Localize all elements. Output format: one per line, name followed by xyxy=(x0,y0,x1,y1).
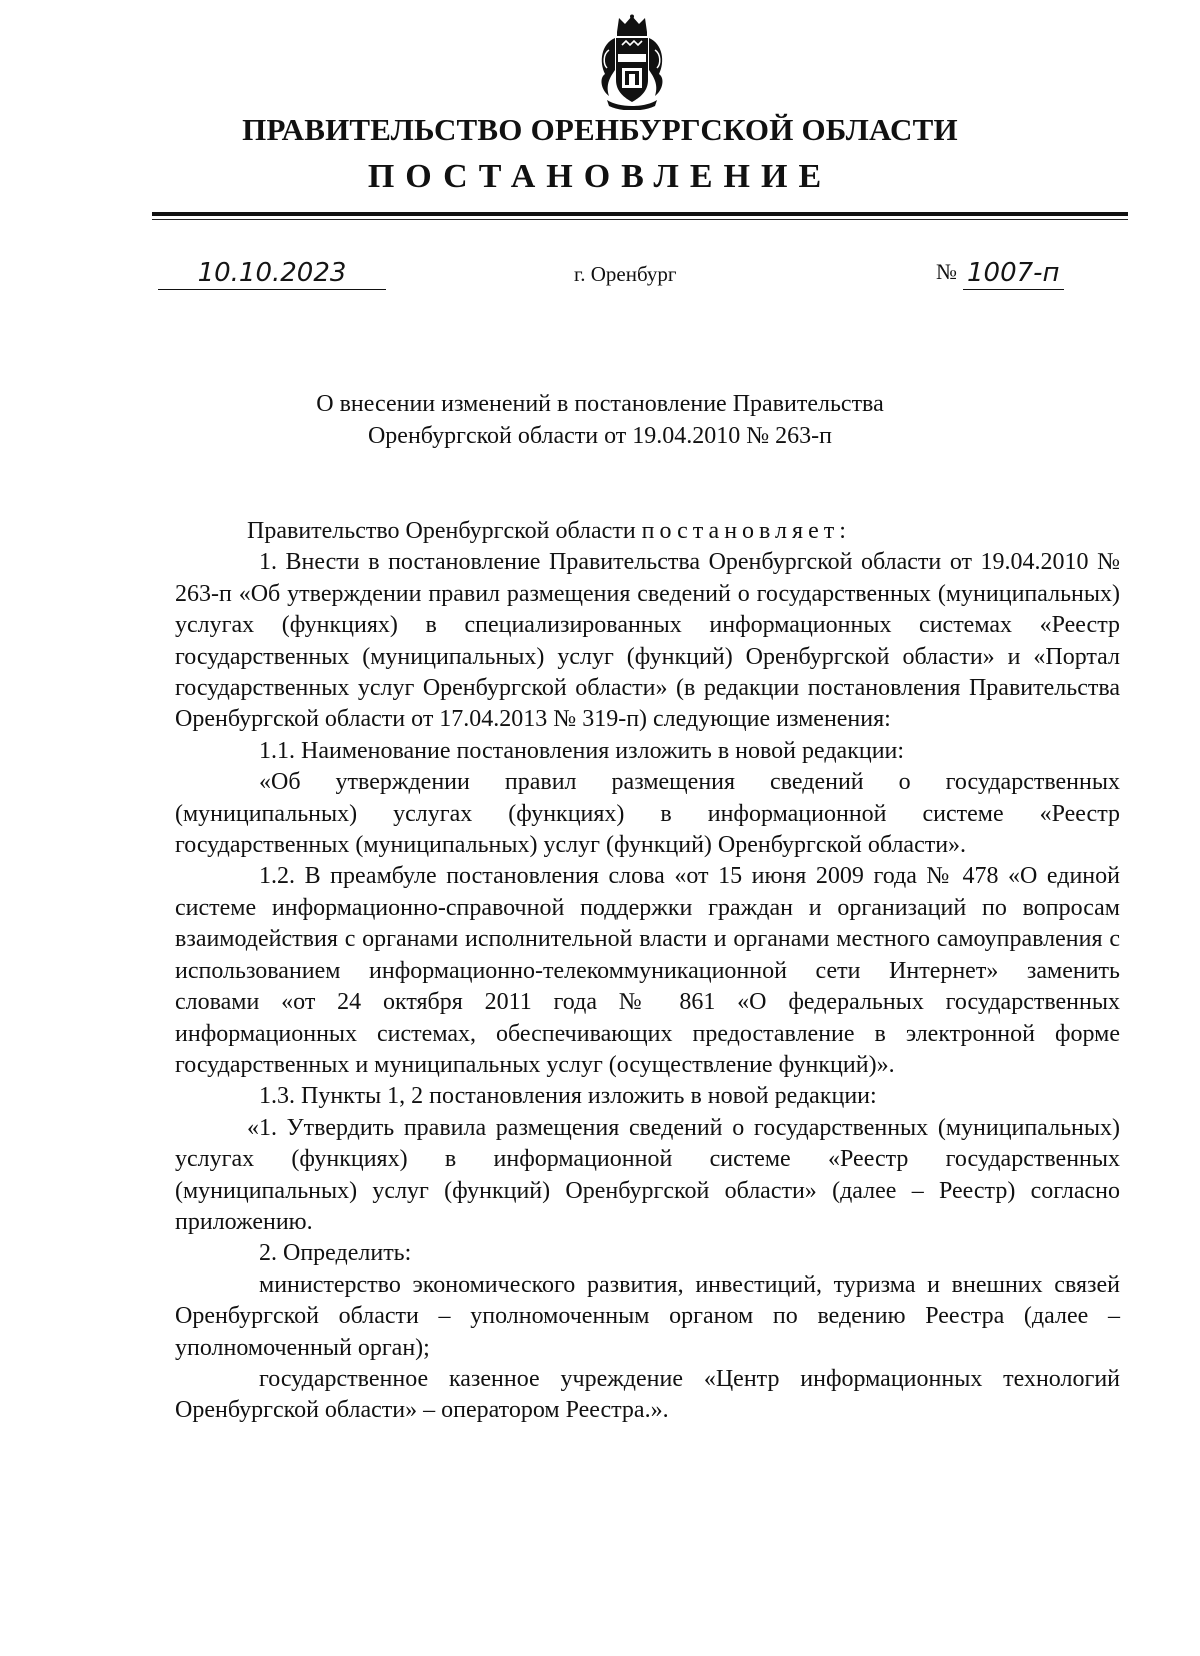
number-value: 1007-п xyxy=(963,258,1064,290)
paragraph-1-3-item-2-a: министерство экономического развития, инвестиций, туризма и внешних связей Оренбургской области – уполномоченным органом по ведению Реестра (далее – уполномоченный орган); xyxy=(175,1271,1120,1361)
paragraph-1-3-item-2-b: государственное казенное учреждение «Центр информационных технологий Оренбургской области» – оператором Реестра.». xyxy=(175,1365,1120,1424)
paragraph-1-3-item-1: «1. Утвердить правила размещения сведений о государственных (муниципальных) услугах (функциях) в информационной системе «Реестр государственных (муниципальных) услуг (функций) Оренбургской области» (далее – Реестр) согласно приложению. xyxy=(175,1114,1120,1235)
document-number xyxy=(936,258,1064,290)
subject-line-2: Оренбургской области от 19.04.2010 № 263-п xyxy=(367,423,833,449)
intro-decree-word: постановляет: xyxy=(641,518,851,544)
paragraph-1-2: 1.2. В преамбуле постановления слова «от 15 июня 2009 года № 478 «О единой системе информационно-справочной поддержки граждан и организаций по вопросам взаимодействия с органами исполнительной власти и органами местного самоуправления с использованием информационно-телекоммуникационной сети Интернет» заменить словами «от 24 октября 2011 года № 861 «О федеральных государственных информационных системах, обеспечивающих предоставление в электронной форме государственных и муниципальных услуг (осуществление функций)». xyxy=(175,863,1120,1078)
paragraph-1: 1. Внести в постановление Правительства Оренбургской области от 19.04.2010 № 263-п «Об утверждении правил размещения сведений о государственных (муниципальных) услугах (функциях) в специализированных информационных системах «Реестр государственных (муниципальных) услуг (функций) Оренбургской области» и «Портал государственных услуг Оренбургской области» (в редакции постановления Правительства Оренбургской области от 17.04.2013 № 319-п) следующие изменения: xyxy=(175,549,1120,733)
document-date: 10.10.2023 xyxy=(158,258,386,290)
subject-line-1: О внесении изменений в постановление Правительства xyxy=(316,391,884,417)
header-rule-thick xyxy=(152,212,1128,216)
paragraph-1-3: 1.3. Пункты 1, 2 постановления изложить в новой редакции: xyxy=(259,1083,877,1110)
document-body xyxy=(175,516,1120,1427)
document-city: г. Оренбург xyxy=(574,262,677,286)
document-type-title: ПОСТАНОВЛЕНИЕ xyxy=(367,158,833,195)
intro-paragraph xyxy=(175,516,1120,547)
document-subject xyxy=(0,388,1200,452)
paragraph-1-3-item-2: 2. Определить: xyxy=(259,1240,412,1267)
number-sign: № xyxy=(936,259,957,284)
organization-title: ПРАВИТЕЛЬСТВО ОРЕНБУРГСКОЙ ОБЛАСТИ xyxy=(242,112,958,147)
paragraph-1-1-text: «Об утверждении правил размещения сведений о государственных (муниципальных) услугах (функциях) в информационной системе «Реестр государственных (муниципальных) услуг (функций) Оренбургской области». xyxy=(175,769,1120,859)
paragraph-1-1: 1.1. Наименование постановления изложить в новой редакции: xyxy=(259,737,905,764)
intro-lead: Правительство Оренбургской области xyxy=(247,518,636,544)
coat-of-arms-icon xyxy=(595,14,669,110)
header-rule-thin xyxy=(152,219,1128,220)
